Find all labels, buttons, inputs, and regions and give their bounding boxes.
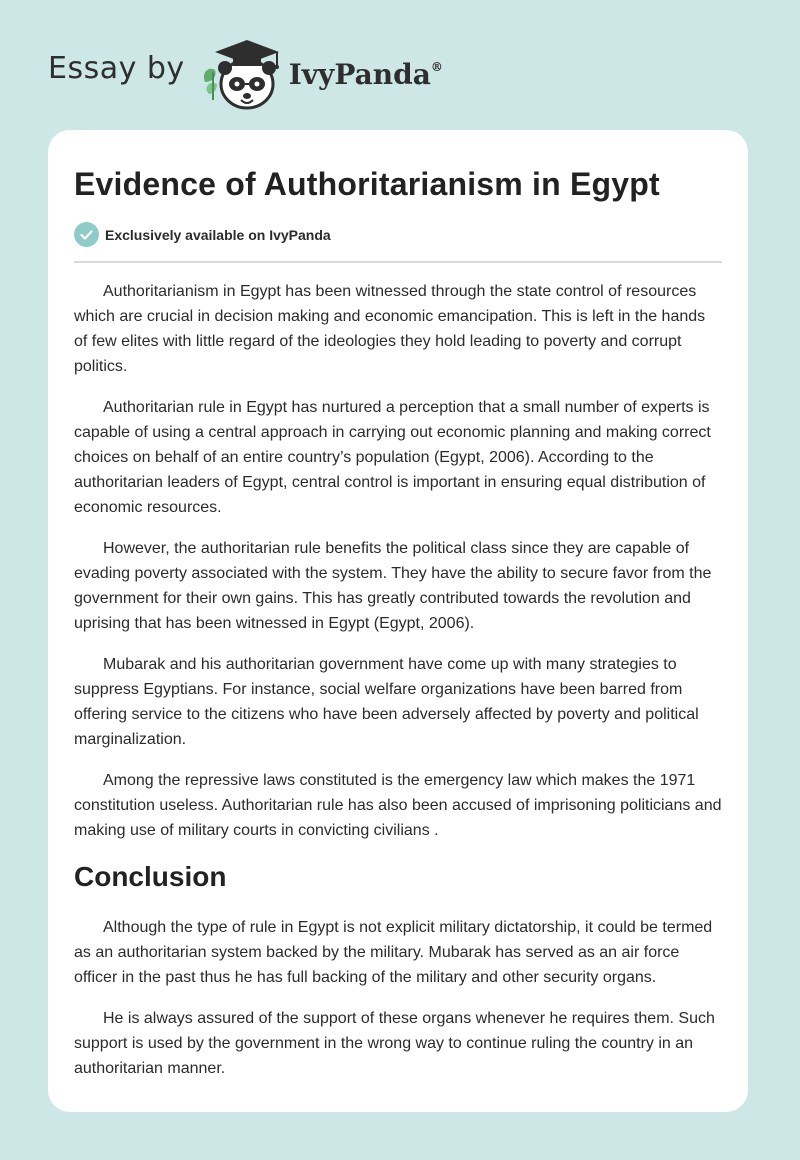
body-paragraph: However, the authoritarian rule benefits the political class since they are capable of evading poverty associated with the system. They have the ability to secure favor from the government for their own gains. This has greatly contributed towards the revolution and uprising that has been witnessed in Egypt (Egypt, 2006).	[74, 540, 712, 632]
leaf-icon	[204, 69, 217, 100]
availability-badge	[74, 222, 722, 247]
check-icon	[74, 222, 99, 247]
essay-title: Evidence of Authoritarianism in Egypt	[74, 166, 660, 202]
conclusion-paragraph: Although the type of rule in Egypt is not explicit military dictatorship, it could be termed as an authoritarian system backed by the military. Mubarak has served as an air force officer in the past thus he has full backing of the military and other security organs.	[74, 919, 713, 986]
body-paragraph: Authoritarian rule in Egypt has nurtured a perception that a small number of experts is capable of using a central approach in carrying out economic planning and making correct choices on behalf of an entire country’s population (Egypt, 2006). According to the authoritarian leaders of Egypt, central control is important in ensuring equal distribution of economic resources.	[74, 399, 711, 516]
conclusion-heading: Conclusion	[74, 861, 227, 892]
body-paragraph: Mubarak and his authoritarian government have come up with many strategies to suppress Egyptians. For instance, social welfare organizations have been barred from offering service to the citizens who have been adversely affected by poverty and political marginalization.	[74, 656, 699, 748]
body-paragraph: Authoritarianism in Egypt has been witnessed through the state control of resources which are crucial in decision making and economic emancipation. This is left in the hands of few elites with little regard of the ideologies they hold leading to poverty and corrupt politics.	[74, 283, 706, 375]
conclusion-paragraph: He is always assured of the support of these organs whenever he requires them. Such support is used by the government in the wrong way to continue ruling the country in an authoritarian manner.	[74, 1010, 715, 1077]
brand-header	[48, 36, 443, 112]
trademark-symbol: ®	[430, 60, 443, 75]
divider	[74, 261, 722, 263]
brand-name: IvyPanda®	[288, 57, 443, 91]
panda-logo-icon	[199, 36, 285, 112]
brand-prefix: Essay by	[48, 50, 185, 86]
badge-label: Exclusively available on IvyPanda	[105, 226, 331, 243]
body-paragraph: Among the repressive laws constituted is the emergency law which makes the 1971 constitution useless. Authoritarian rule has also been accused of imprisoning politicians and making use of military courts in convicting civilians .	[74, 772, 722, 839]
essay-card	[48, 130, 748, 1112]
